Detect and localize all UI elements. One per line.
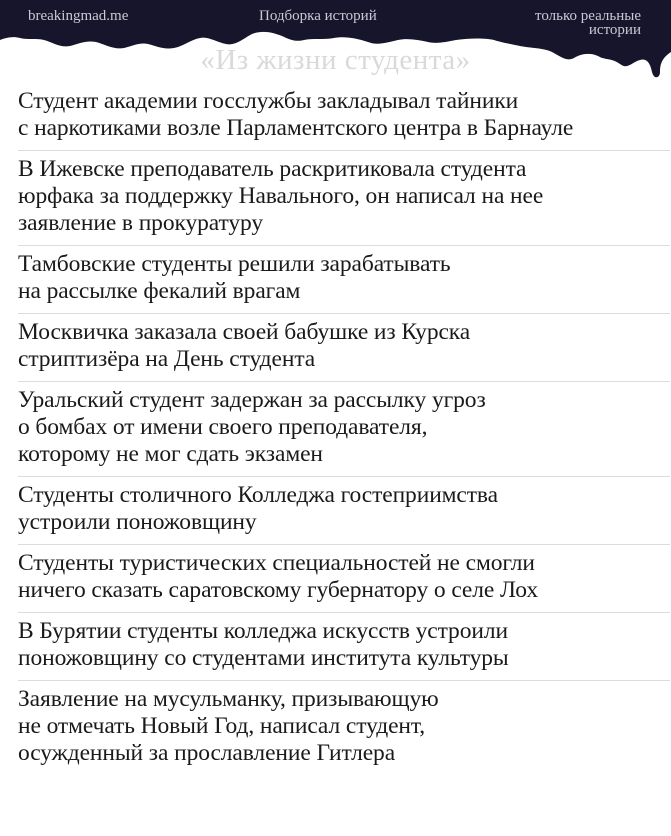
story-item[interactable]: Студенты туристических специальностей не смогли ничего сказать саратовскому губернатору о селе Лох — [18, 544, 670, 612]
page-title: «Из жизни студента» — [200, 44, 471, 76]
site-name[interactable]: breakingmad.me — [28, 8, 129, 24]
story-item[interactable]: Тамбовские студенты решили зарабатывать на рассылке фекалий врагам — [18, 245, 670, 313]
story-item[interactable]: Уральский студент задержан за рассылку угроз о бомбах от имени своего преподавателя, которому не мог сдать экзамен — [18, 381, 670, 476]
story-item[interactable]: В Ижевске преподаватель раскритиковала студента юрфака за поддержку Навального, он написал на нее заявление в прокуратуру — [18, 150, 670, 245]
story-item[interactable]: Студент академии госслужбы закладывал тайники с наркотиками возле Парламентского центра в Барнауле — [18, 88, 574, 141]
story-item[interactable]: Студенты столичного Колледжа гостеприимства устроили поножовщину — [18, 476, 670, 544]
story-item[interactable]: Москвичка заказала своей бабушке из Курска стриптизёра на День студента — [18, 313, 670, 381]
story-item[interactable]: В Бурятии студенты колледжа искусств устроили поножовщину со студентами института культуры — [18, 612, 670, 680]
section-label: Подборка историй — [259, 8, 377, 24]
story-list — [18, 84, 670, 775]
story-item[interactable]: Заявление на мусульманку, призывающую не отмечать Новый Год, написал студент, осужденный за прославление Гитлера — [18, 680, 670, 775]
tagline: только реальные истории — [535, 8, 641, 38]
